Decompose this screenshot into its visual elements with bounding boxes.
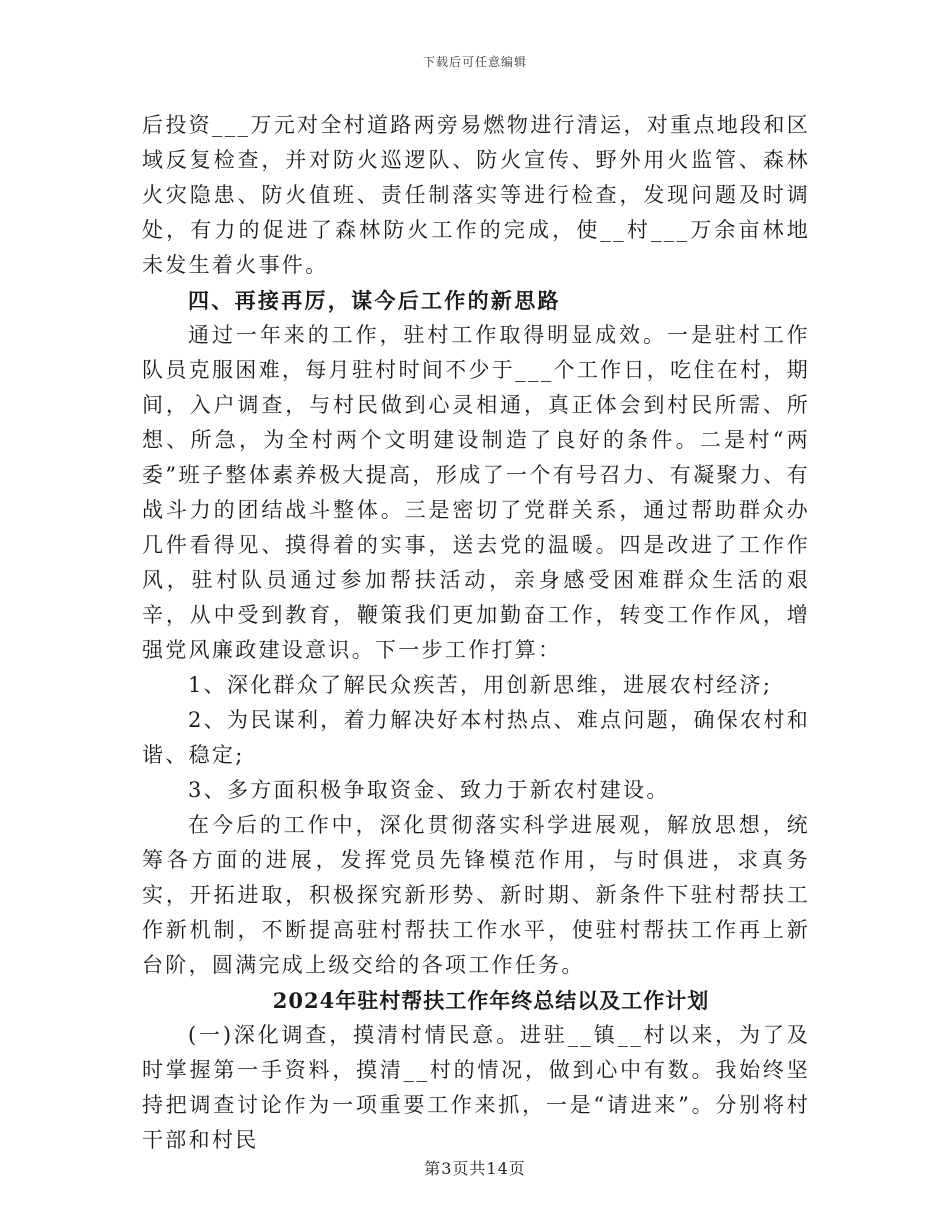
section-heading: 四、再接再厉，谋今后工作的新思路 [188, 288, 561, 313]
page-footer: 第3页共14页 [424, 1159, 526, 1178]
list-item-3: 3、多方面积极争取资金、致力于新农村建设。 [188, 778, 670, 802]
document-body [142, 108, 810, 1158]
document-title: 2024年驻村帮扶工作年终总结以及工作计划 [272, 988, 710, 1013]
paragraph-2: 通过一年来的工作，驻村工作取得明显成效。一是驻村工作队员克服困难，每月驻村时间不少于___个工作日，吃住在村，期间，入户调查，与村民做到心灵相通，真正体会到村民所需、所想、所急，为全村两个文明建设制造了良好的条件。二是村“两委”班子整体素养极大提高，形成了一个有号召力、有凝聚力、有战斗力的团结战斗整体。三是密切了党群关系，通过帮助群众办几件看得见、摸得着的实事，送去党的温暖。四是改进了工作作风，驻村队员通过参加帮扶活动，亲身感受困难群众生活的艰辛，从中受到教育，鞭策我们更加勤奋工作，转变工作作风，增强党风廉政建设意识。下一步工作打算： [142, 323, 810, 662]
paragraph-4: (一)深化调查，摸清村情民意。进驻__镇__村以来，为了及时掌握第一手资料，摸清__村的情况，做到心中有数。我始终坚持把调查讨论作为一项重要工作来抓，一是“请进来”。分别将村干部和村民 [142, 1023, 810, 1152]
list-item-2: 2、为民谋利，着力解决好本村热点、难点问题，确保农村和谐、稳定; [142, 708, 810, 767]
list-item-1: 1、深化群众了解民众疾苦，用创新思维，进展农村经济; [188, 673, 773, 697]
header-note: 下载后可任意编辑 [422, 55, 527, 69]
paragraph-1: 后投资___万元对全村道路两旁易燃物进行清运，对重点地段和区域反复检查，并对防火巡逻队、防火宣传、野外用火监管、森林火灾隐患、防火值班、责任制落实等进行检查，发现问题及时调处，有力的促进了森林防火工作的完成，使__村___万余亩林地未发生着火事件。 [142, 113, 810, 277]
paragraph-3: 在今后的工作中，深化贯彻落实科学进展观，解放思想，统筹各方面的进展，发挥党员先锋模范作用，与时俱进，求真务实，开拓进取，积极探究新形势、新时期、新条件下驻村帮扶工作新机制，不断提高驻村帮扶工作水平，使驻村帮扶工作再上新台阶，圆满完成上级交给的各项工作任务。 [142, 813, 810, 977]
